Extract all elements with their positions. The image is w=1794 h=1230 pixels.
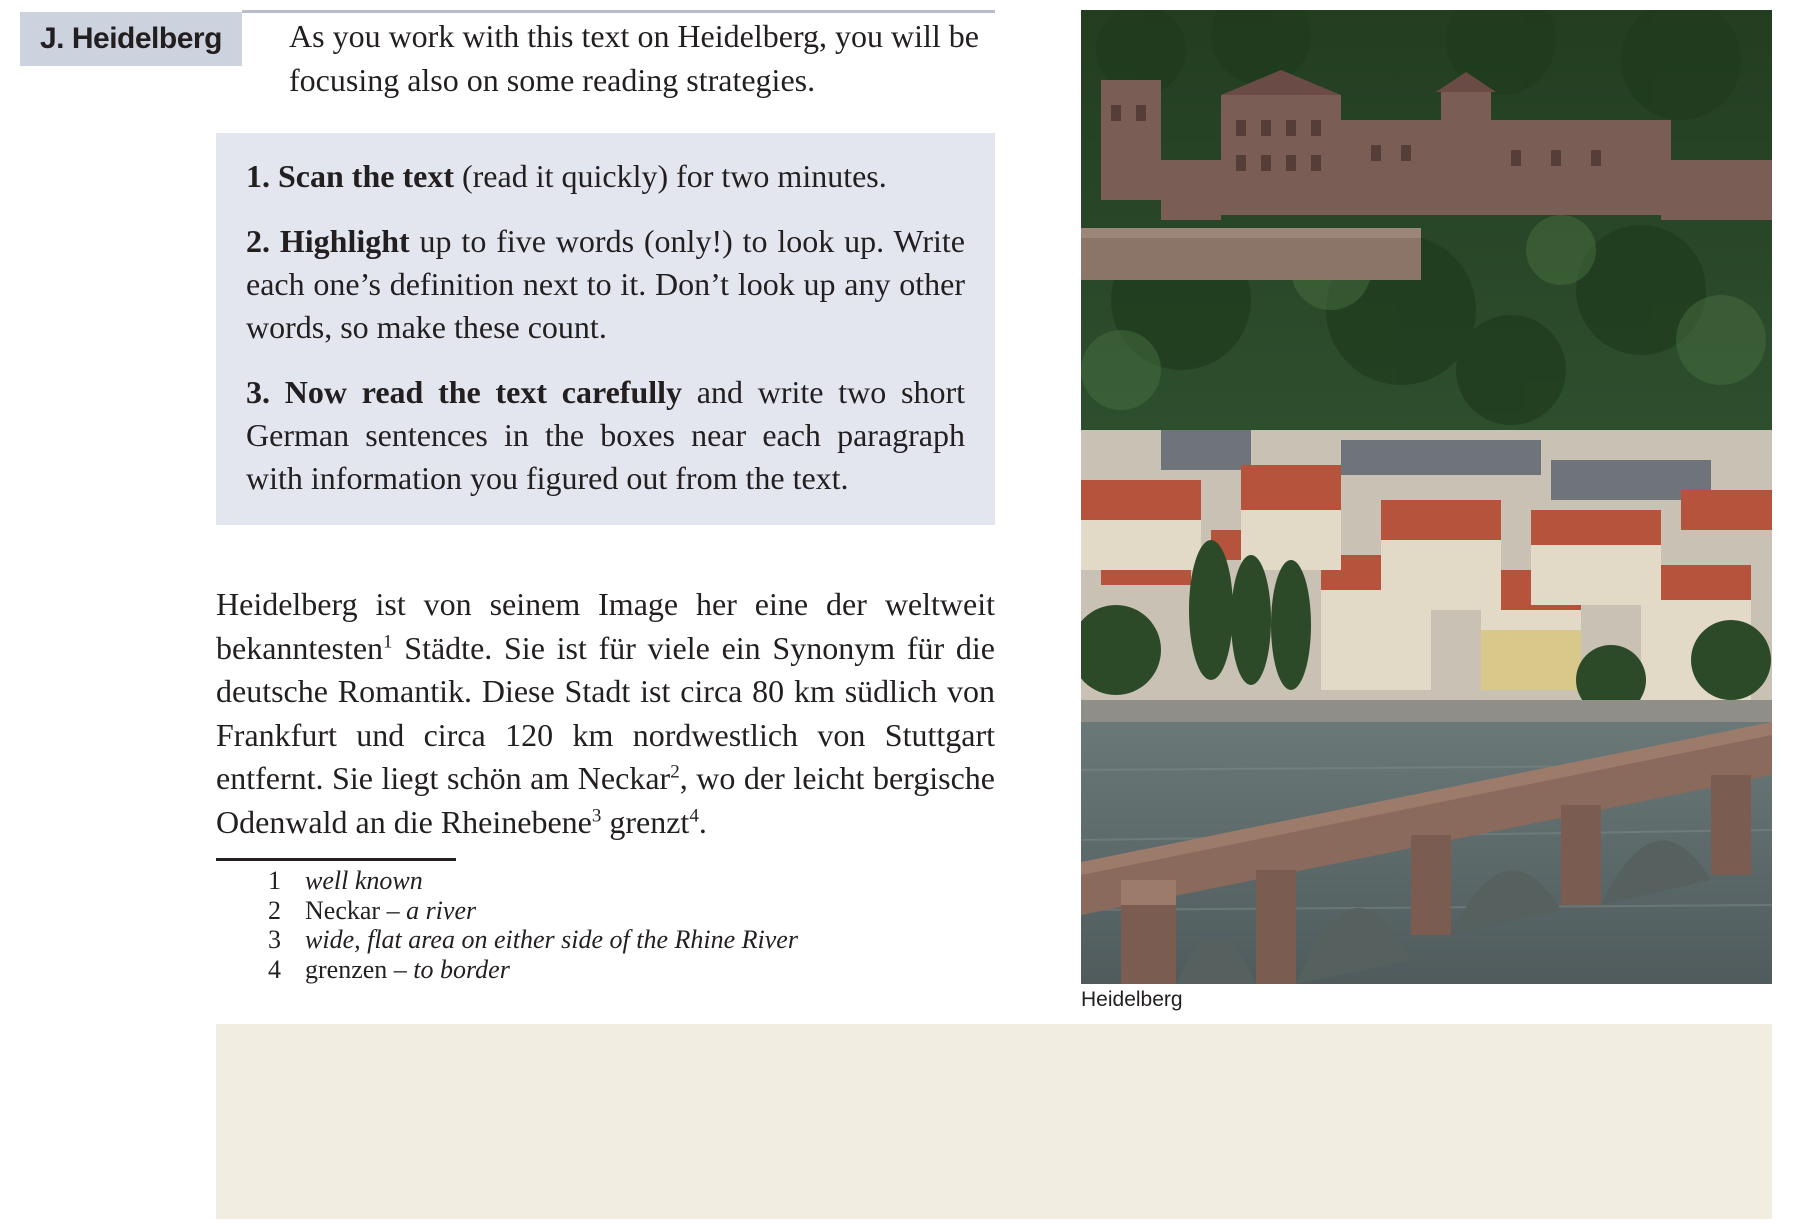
footnote xyxy=(268,896,968,926)
strategy-item-highlight xyxy=(246,220,965,349)
paragraph-text: grenzt xyxy=(601,803,690,840)
footnote-ref: 1 xyxy=(383,630,393,652)
photo-caption: Heidelberg xyxy=(1081,988,1183,1011)
intro-text: As you work with this text on Heidelberg, you will be focusing also on some reading strategies. xyxy=(289,18,979,98)
footnotes xyxy=(268,866,968,984)
strategy-text: up to five words (only!) to look up. Write each one’s definition next to it. Don’t look up any other words, so make these count. xyxy=(246,223,966,345)
footnote-ref: 4 xyxy=(689,804,699,826)
answer-box[interactable] xyxy=(216,1024,1772,1219)
footnote-rule xyxy=(216,858,456,861)
strategy-box xyxy=(216,133,995,525)
footnote-word: grenzen xyxy=(305,954,388,984)
paragraph-text: Heidelberg ist von seinem Image her eine der weltweit bekanntesten xyxy=(216,586,995,666)
paragraph-text: , wo der leicht bergische Odenwald an die Rheinebene xyxy=(216,760,996,840)
footnote-ref: 2 xyxy=(670,761,680,783)
heidelberg-paragraph xyxy=(216,583,995,844)
footnote-meaning: to border xyxy=(413,954,510,984)
top-rule xyxy=(242,10,995,13)
footnote-meaning: a river xyxy=(406,895,477,925)
footnote-sep: – xyxy=(387,954,414,984)
footnote xyxy=(268,866,968,896)
strategy-text: and write two short German sentences in the boxes near each paragraph with information you figured out from the text. xyxy=(246,374,966,496)
section-label: J. Heidelberg xyxy=(20,12,242,66)
footnote-number: 4 xyxy=(268,954,281,984)
footnote-meaning: wide, flat area on either side of the Rhine River xyxy=(305,925,798,954)
footnote-number: 2 xyxy=(268,895,281,925)
footnote xyxy=(268,925,968,955)
strategy-bold: 2. Highlight xyxy=(246,223,410,259)
footnote-word: Neckar xyxy=(305,895,381,925)
heidelberg-photo xyxy=(1081,10,1772,984)
strategy-text: (read it quickly) for two minutes. xyxy=(453,158,887,194)
footnote-sep: – xyxy=(380,895,407,925)
strategy-item-scan xyxy=(246,155,965,198)
footnote-ref: 3 xyxy=(591,804,602,826)
strategy-item-read xyxy=(246,371,965,500)
footnote-number: 1 xyxy=(268,866,281,895)
footnote xyxy=(268,955,968,985)
strategy-bold: 1. Scan the text xyxy=(246,158,454,194)
paragraph-text: Städte. Sie ist für viele ein Synonym für die deutsche Romantik. Diese Stadt ist circa 80 km südlich von Frankfurt und circa 120 km nordwestlich von Stuttgart entfernt. Sie liegt schön am Neckar xyxy=(216,629,995,796)
footnote-meaning: well known xyxy=(305,866,423,895)
paragraph-text: . xyxy=(698,803,707,840)
strategy-bold: 3. Now read the text carefully xyxy=(246,374,683,410)
footnote-number: 3 xyxy=(268,925,281,954)
